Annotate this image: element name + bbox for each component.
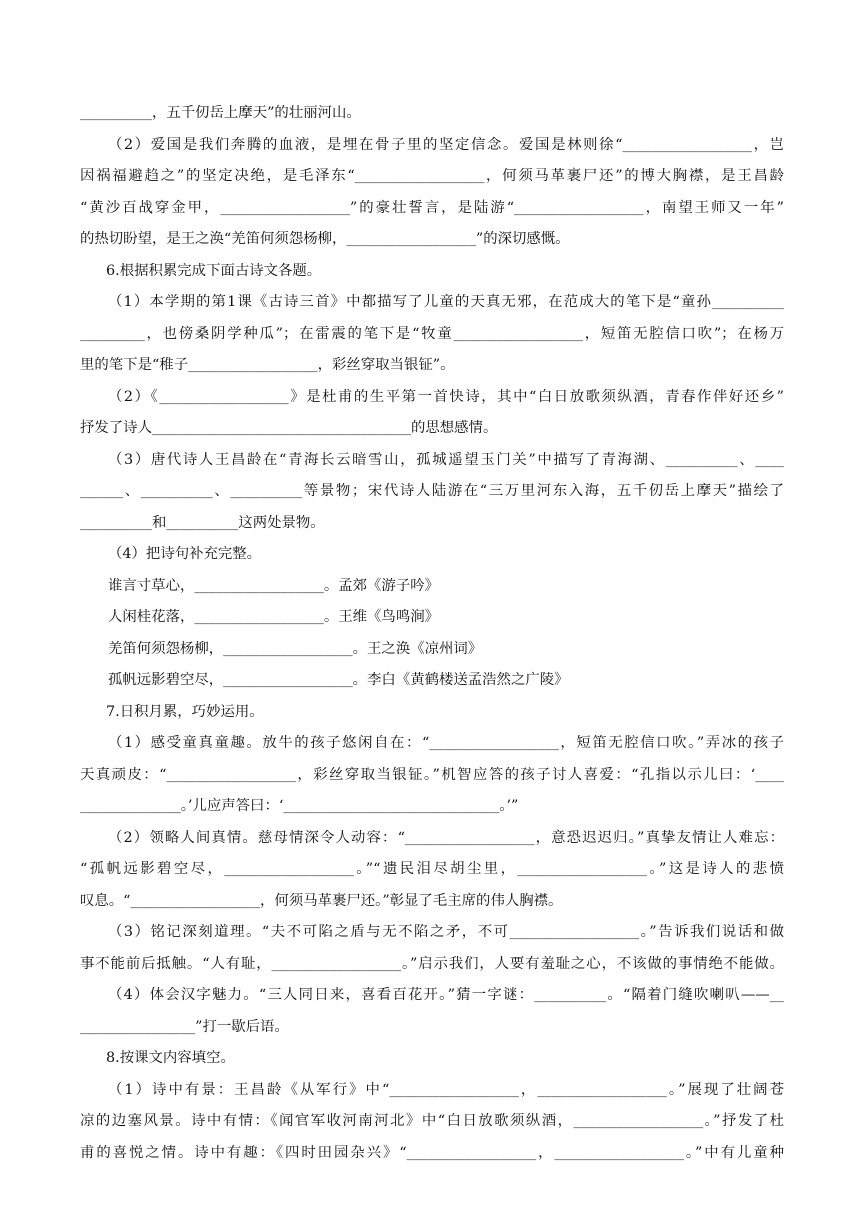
text-line: 的热切盼望，是王之涣“羌笛何须怨杨柳，__________________”的深切感慨。 [80, 231, 570, 247]
text-line: （2）《__________________》是杜甫的生平第一首快诗，其中“白日放歌须纵酒，青春作伴好还乡” [108, 388, 784, 405]
text-line: （1）感受童真童趣。放牛的孩子悠闲自在：“__________________，短笛无腔信口吹。”弄冰的孩子 [108, 735, 784, 751]
text-line: 因祸福避趋之”的坚定决绝，是毛泽东“__________________，何须马革裹尸还”的博大胸襟，是王昌龄 [80, 168, 784, 184]
text-line: ______、__________、__________等景物；宋代诗人陆游在“三万里河东入海，五千仞岳上摩天”描绘了 [80, 483, 784, 499]
text-line: （2）领略人间真情。慈母情深令人动容：“__________________，意恐迟迟归。”真挚友情让人难忘： [108, 829, 784, 846]
text-line: （3）铭记深刻道理。“夫不可陷之盾与无不陷之矛，不可__________________。”告诉我们说话和做 [108, 924, 784, 940]
text-line: __________，五千仞岳上摩天”的壮丽河山。 [80, 105, 361, 121]
text-line: 凉的边塞风景。诗中有情：《闻官军收河南河北》中“白日放歌须纵酒，__________________。”抒发了杜 [80, 1113, 784, 1129]
text-line: （1）本学期的第1课《古诗三首》中都描写了儿童的天真无邪，在范成大的笔下是“童孙__________ [108, 294, 784, 310]
text-line: 谁言寸草心，__________________。孟郊《游子吟》 [108, 577, 439, 594]
text-line: （4）把诗句补充完整。 [108, 546, 262, 562]
text-line: ______________。’儿应声答曰：‘______________________________。’” [80, 798, 519, 814]
text-line: 天真顽皮：“__________________，彩丝穿取当银钲。”机智应答的孩子讨人喜爱：“孔指以示儿曰：‘____ [80, 766, 784, 783]
text-line: 叹息。“__________________，何须马革裹尸还。”彰显了毛主席的伟人胸襟。 [80, 892, 563, 909]
text-line: 羌笛何须怨杨柳，__________________。王之涣《凉州词》 [108, 640, 483, 657]
text-line: 抒发了诗人____________________________________的思想感情。 [80, 420, 498, 436]
text-line: 甫的喜悦之情。诗中有趣：《四时田园杂兴》“__________________，__________________。”中有儿童种 [80, 1144, 784, 1161]
text-line: 里的笔下是“稚子__________________，彩丝穿取当银钲”。 [80, 357, 455, 373]
text-line: （1）诗中有景：王昌龄《从军行》中“__________________，__________________。”展现了壮阔苍 [108, 1081, 784, 1098]
text-line: “黄沙百战穿金甲，__________________”的豪壮誓言，是陆游“__________________，南望王师又一年” [80, 199, 784, 216]
text-line: 8.按课文内容填空。 [106, 1050, 235, 1066]
text-line: （2）爱国是我们奔腾的血液，是埋在骨子里的坚定信念。爱国是林则徐“__________________，岂 [108, 136, 784, 153]
text-line: （4）体会汉字魅力。“三人同日来，喜看百花开。”猜一字谜：__________。“隔着门缝吹喇叭——__ [108, 987, 784, 1003]
text-line: 人闲桂花落，__________________。王维《鸟鸣涧》 [108, 609, 439, 625]
text-line: 事不能前后抵触。“人有耻，__________________。”启示我们，人要有羞耻之心，不该做的事情绝不能做。 [80, 955, 784, 972]
text-line: “孤帆远影碧空尽，__________________。”“遗民泪尽胡尘里，__________________。”这是诗人的悲愤 [80, 861, 784, 877]
text-line: ________________”打一歇后语。 [80, 1018, 289, 1035]
text-line: 6.根据积累完成下面古诗文各题。 [106, 262, 322, 279]
text-line: __________和__________这两处景物。 [80, 514, 325, 531]
text-line: 7.日积月累，巧妙运用。 [106, 703, 264, 720]
document-page [80, 98, 784, 1169]
text-line: _________，也傍桑阴学种瓜”；在雷震的笔下是“牧童__________________，短笛无腔信口吹”；在杨万 [80, 325, 784, 342]
text-line: 孤帆远影碧空尽，__________________。李白《黄鹤楼送孟浩然之广陵》 [108, 672, 569, 688]
text-line: （3）唐代诗人王昌龄在“青海长云暗雪山，孤城遥望玉门关”中描写了青海湖、__________、____ [108, 451, 784, 468]
